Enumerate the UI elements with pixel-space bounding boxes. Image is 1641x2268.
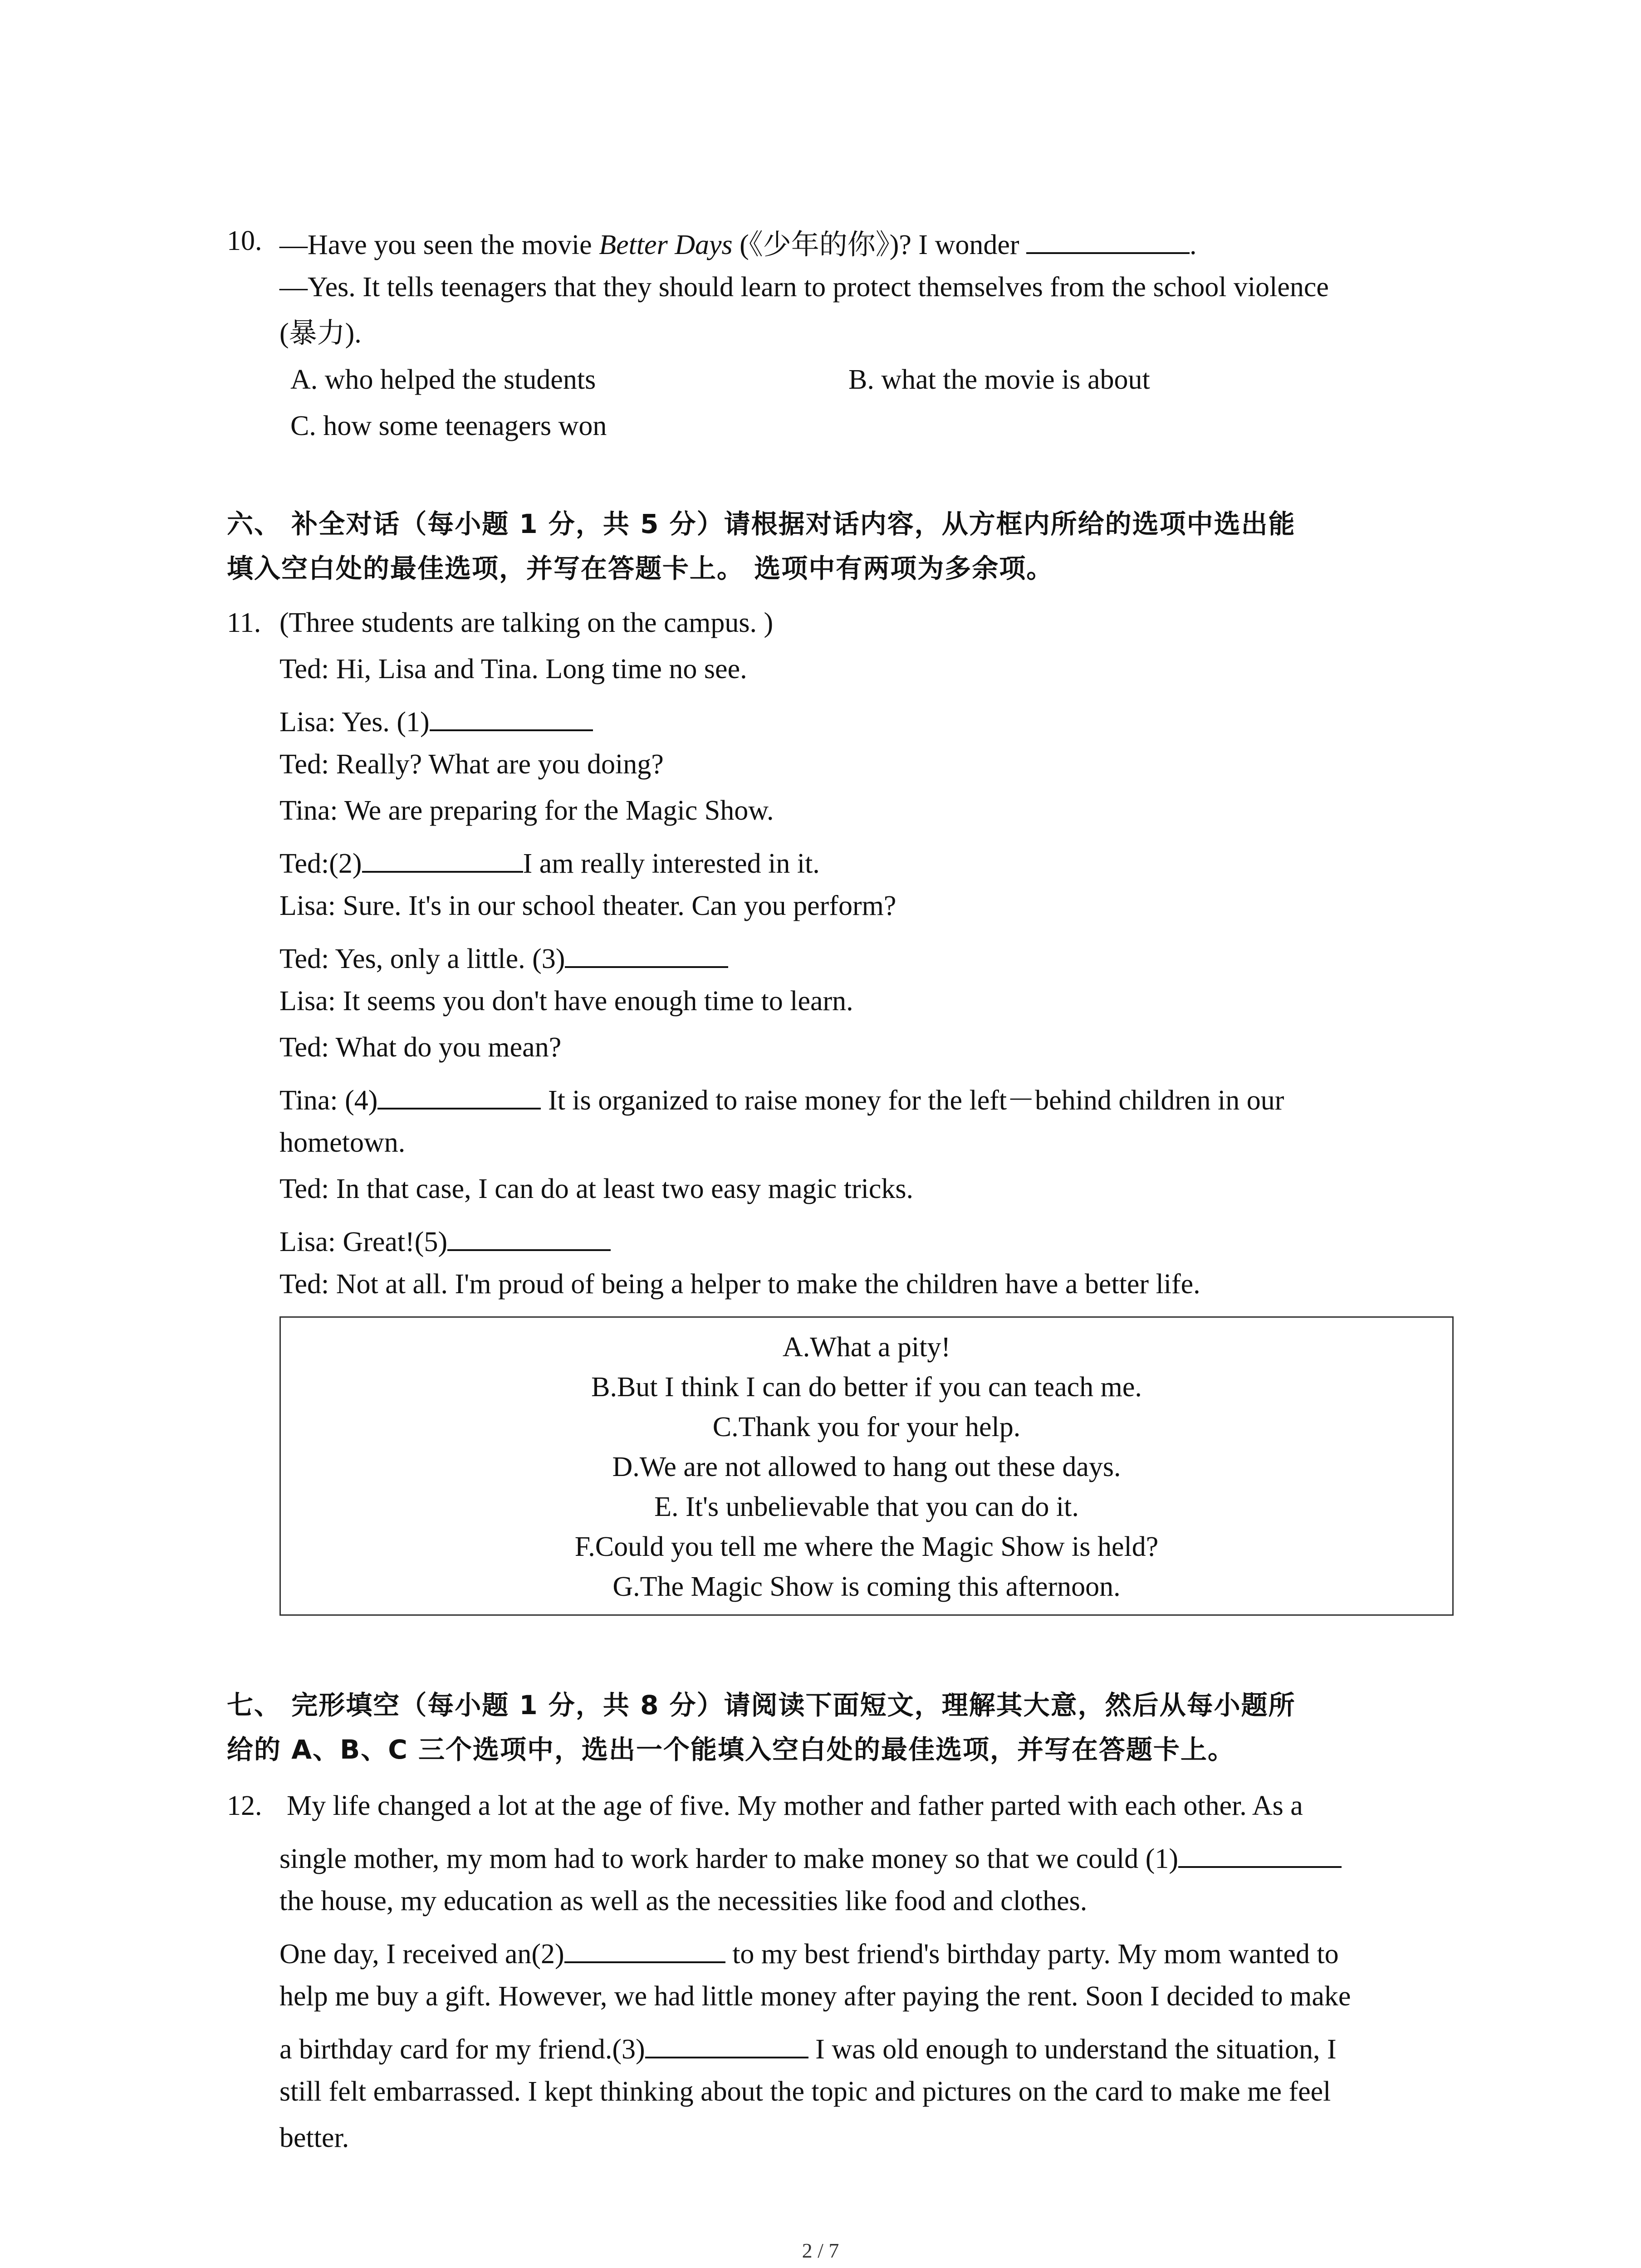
dialogue-line-13-text: Lisa: Great!(5) <box>279 1227 448 1257</box>
section7-heading-line2: 给的 A、B、C 三个选项中，选出一个能填入空白处的最佳选项，并写在答题卡上。 <box>227 1734 1235 1765</box>
section6-heading-line1: 六、 补全对话（每小题 1 分，共 5 分）请根据对话内容，从方框内所给的选项中选出能 <box>227 508 1296 539</box>
q10-option-a: A. who helped the students <box>290 364 596 395</box>
q10-option-c: C. how some teenagers won <box>290 411 607 441</box>
dialogue-line-7 <box>279 941 728 973</box>
q12-p2-line1-text-b: to my best friend's birthday party. My mom wanted to <box>725 1939 1339 1970</box>
dialogue-line-5-text-b: I am really interested in it. <box>523 848 820 879</box>
box-option-b: B.But I think I can do better if you can teach me. <box>591 1372 1142 1403</box>
box-option-c: C.Thank you for your help. <box>712 1412 1021 1442</box>
q12-p2-line1 <box>279 1936 1339 1968</box>
q10-option-b: B. what the movie is about <box>848 364 1150 395</box>
box-option-e: E. It's unbelievable that you can do it. <box>654 1491 1079 1522</box>
dialogue-line-4: Tina: We are preparing for the Magic Show. <box>279 795 774 826</box>
q12-p2-line3-text-a: a birthday card for my friend.(3) <box>279 2034 645 2065</box>
page-number: 2 / 7 <box>802 2239 839 2262</box>
box-option-a: A.What a pity! <box>782 1332 951 1363</box>
q12-number: 12. <box>227 1790 262 1821</box>
dialogue-line-10-text-b: It is organized to raise money for the left－behind children in our <box>541 1085 1284 1116</box>
q10-line1-text-a: —Have you seen the movie <box>279 230 599 260</box>
cloze-blank-3[interactable] <box>645 2031 808 2058</box>
q12-p2-line2: help me buy a gift. However, we had little money after paying the rent. Soon I decided to make <box>279 1981 1351 2012</box>
dialogue-line-14: Ted: Not at all. I'm proud of being a helper to make the children have a better life. <box>279 1269 1200 1300</box>
dialogue-blank-4[interactable] <box>377 1082 541 1110</box>
options-box <box>279 1316 1454 1616</box>
dialogue-line-10 <box>279 1082 1284 1114</box>
dialogue-line-8: Lisa: It seems you don't have enough time to learn. <box>279 986 853 1017</box>
q10-number: 10. <box>227 225 262 256</box>
dialogue-blank-3[interactable] <box>565 941 728 968</box>
q12-p1-line2 <box>279 1841 1342 1873</box>
dialogue-line-1: Ted: Hi, Lisa and Tina. Long time no see. <box>279 654 747 684</box>
section6-heading-line2: 填入空白处的最佳选项，并写在答题卡上。 选项中有两项为多余项。 <box>227 553 1054 584</box>
q10-line3: (暴力). <box>279 318 362 349</box>
dialogue-line-13 <box>279 1224 611 1256</box>
q12-p2-line5: better. <box>279 2122 349 2153</box>
dialogue-line-7-text: Ted: Yes, only a little. (3) <box>279 943 565 974</box>
q11-number: 11. <box>227 607 261 638</box>
q10-line2: —Yes. It tells teenagers that they should learn to protect themselves from the school violence <box>279 272 1329 303</box>
cloze-blank-2[interactable] <box>564 1936 725 1963</box>
q12-p2-line3-text-b: I was old enough to understand the situation, I <box>808 2034 1337 2065</box>
q12-p2-line1-text-a: One day, I received an(2) <box>279 1939 564 1970</box>
dialogue-line-10-text-a: Tina: (4) <box>279 1085 378 1116</box>
q12-p1-line1: My life changed a lot at the age of five. My mother and father parted with each other. As a <box>287 1790 1303 1821</box>
q10-movie-title: Better Days <box>599 230 733 260</box>
dialogue-line-2-text: Lisa: Yes. (1) <box>279 707 430 738</box>
dialogue-line-5 <box>279 846 820 878</box>
dialogue-line-3: Ted: Really? What are you doing? <box>279 749 664 780</box>
q10-line1 <box>279 227 1197 259</box>
box-option-f: F.Could you tell me where the Magic Show is held? <box>574 1531 1159 1562</box>
q12-p2-line3 <box>279 2031 1337 2063</box>
section7-heading-line1: 七、 完形填空（每小题 1 分，共 8 分）请阅读下面短文，理解其大意，然后从每小题所 <box>227 1690 1296 1721</box>
dialogue-line-11: hometown. <box>279 1127 406 1158</box>
q10-line1-text-b: (《少年的你》)? I wonder <box>732 230 1027 260</box>
q12-p1-line3: the house, my education as well as the necessities like food and clothes. <box>279 1886 1087 1916</box>
dialogue-blank-5[interactable] <box>447 1224 611 1251</box>
q12-p2-line4: still felt embarrassed. I kept thinking about the topic and pictures on the card to make me feel <box>279 2076 1331 2107</box>
box-option-g: G.The Magic Show is coming this afternoon. <box>612 1571 1121 1602</box>
q12-p1-line2-text: single mother, my mom had to work harder to make money so that we could (1) <box>279 1843 1179 1874</box>
dialogue-line-6: Lisa: Sure. It's in our school theater. Can you perform? <box>279 890 896 921</box>
box-option-d: D.We are not allowed to hang out these days. <box>612 1452 1121 1482</box>
dialogue-line-12: Ted: In that case, I can do at least two easy magic tricks. <box>279 1173 914 1204</box>
q10-answer-blank[interactable] <box>1026 227 1190 254</box>
cloze-blank-1[interactable] <box>1178 1841 1342 1868</box>
dialogue-line-9: Ted: What do you mean? <box>279 1032 562 1063</box>
dialogue-blank-2[interactable] <box>362 846 523 873</box>
q10-line1-end: . <box>1190 230 1197 260</box>
dialogue-blank-1[interactable] <box>430 704 593 731</box>
dialogue-line-5-text-a: Ted:(2) <box>279 848 362 879</box>
dialogue-line-2 <box>279 704 593 736</box>
q11-intro: (Three students are talking on the campus. ) <box>279 607 774 638</box>
